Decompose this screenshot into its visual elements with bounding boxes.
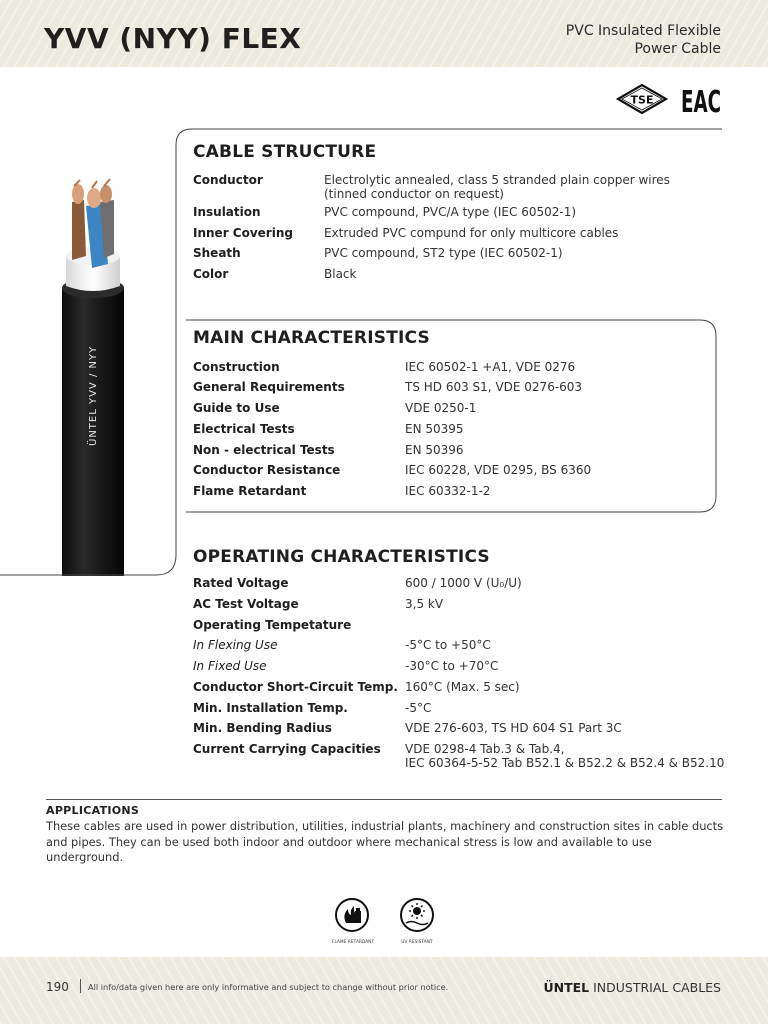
- operating-characteristic-label: In Flexing Use: [193, 638, 278, 652]
- main-characteristic-value: IEC 60332-1-2: [405, 484, 491, 498]
- operating-characteristic-value: -5°C to +50°C: [405, 638, 491, 652]
- flame-retardant-badge: [332, 897, 375, 944]
- operating-characteristic-label: In Fixed Use: [193, 659, 267, 673]
- operating-characteristic-value: 160°C (Max. 5 sec): [405, 680, 520, 694]
- tse-logo-text: TSE: [630, 93, 654, 107]
- applications-title: APPLICATIONS: [46, 804, 140, 817]
- operating-characteristic-value: -30°C to +70°C: [405, 659, 499, 673]
- operating-characteristic-label: Current Carrying Capacities: [193, 742, 381, 756]
- main-characteristic-label: Conductor Resistance: [193, 463, 341, 477]
- cable-structure-value-continued: (tinned conductor on request): [324, 187, 504, 201]
- flame-retardant-label: FLAME RETARDANT: [332, 939, 375, 944]
- main-characteristic-value: EN 50396: [405, 443, 464, 457]
- product-title: YVV (NYY) FLEX: [44, 22, 302, 55]
- operating-characteristic-value: VDE 276-603, TS HD 604 S1 Part 3C: [405, 721, 622, 735]
- main-characteristic-label: Electrical Tests: [193, 422, 295, 436]
- operating-characteristic-value: -5°C: [405, 701, 432, 715]
- cable-structure-value: PVC compound, ST2 type (IEC 60502-1): [324, 246, 563, 260]
- operating-characteristic-label: Conductor Short-Circuit Temp.: [193, 680, 398, 694]
- cable-structure-value: Extruded PVC compund for only multicore cables: [324, 226, 619, 240]
- cable-print-text: ÜNTEL YVV / NYY: [88, 345, 99, 446]
- main-characteristic-value: TS HD 603 S1, VDE 0276-603: [405, 380, 583, 394]
- operating-characteristic-label: Rated Voltage: [193, 576, 289, 590]
- applications-divider: [46, 799, 722, 800]
- page-footer: [0, 957, 768, 1024]
- footer-brand: [543, 980, 721, 995]
- cable-structure-value: Black: [324, 267, 357, 281]
- operating-characteristics-title: OPERATING CHARACTERISTICS: [193, 547, 490, 567]
- main-characteristic-label: Non - electrical Tests: [193, 443, 335, 457]
- subtitle-line-2: Power Cable: [634, 41, 721, 57]
- main-characteristic-value: EN 50395: [405, 422, 464, 436]
- cable-structure-value: PVC compound, PVC/A type (IEC 60502-1): [324, 205, 577, 219]
- tse-logo-icon: [614, 81, 670, 117]
- main-characteristic-label: Flame Retardant: [193, 484, 307, 498]
- main-characteristic-value: IEC 60228, VDE 0295, BS 6360: [405, 463, 592, 477]
- footer-brand-tagline: INDUSTRIAL CABLES: [589, 980, 721, 995]
- cable-structure-label: Color: [193, 267, 229, 281]
- cable-structure-label: Conductor: [193, 173, 263, 187]
- eac-logo-text: EAC: [681, 85, 721, 120]
- cable-structure-label: Sheath: [193, 246, 241, 260]
- operating-characteristic-value: 600 / 1000 V (U₀/U): [405, 576, 522, 590]
- page-header: [0, 0, 768, 67]
- operating-characteristic-value: 3,5 kV: [405, 597, 444, 611]
- uv-resistant-label: UV RESISTANT: [401, 939, 433, 944]
- operating-characteristic-value: VDE 0298-4 Tab.3 & Tab.4,: [405, 742, 565, 756]
- main-characteristic-label: General Requirements: [193, 380, 345, 394]
- operating-characteristic-label: Min. Bending Radius: [193, 721, 332, 735]
- eac-logo-icon: [680, 81, 722, 120]
- operating-characteristic-value-continued: IEC 60364-5-52 Tab B52.1 & B52.2 & B52.4 & B52.10: [405, 756, 725, 770]
- flame-retardant-icon: [332, 897, 372, 933]
- applications-text: These cables are used in power distribution, utilities, industrial plants, machinery and construction sites in cable ducts and pipes. They can be used both indoor and outdoor where mechanical stress is low and available to use underground.: [46, 819, 724, 864]
- main-characteristic-value: IEC 60502-1 +A1, VDE 0276: [405, 360, 576, 374]
- main-characteristic-label: Guide to Use: [193, 401, 280, 415]
- page-number: 190: [46, 980, 69, 994]
- cable-structure-value: Electrolytic annealed, class 5 stranded plain copper wires: [324, 173, 670, 187]
- main-characteristic-value: VDE 0250-1: [405, 401, 477, 415]
- footer-brand-name: ÜNTEL: [543, 980, 590, 995]
- product-subtitle: [501, 22, 721, 58]
- cable-structure-label: Inner Covering: [193, 226, 293, 240]
- cable-structure-label: Insulation: [193, 205, 261, 219]
- cable-structure-title: CABLE STRUCTURE: [193, 142, 377, 162]
- footer-separator: [80, 979, 81, 993]
- operating-characteristic-label: Operating Tempetature: [193, 618, 352, 632]
- main-characteristics-title: MAIN CHARACTERISTICS: [193, 328, 430, 348]
- subtitle-line-1: PVC Insulated Flexible: [565, 23, 721, 39]
- main-characteristic-label: Construction: [193, 360, 280, 374]
- footer-disclaimer: All info/data given here are only informative and subject to change without prior notice.: [88, 982, 449, 992]
- uv-resistant-badge: [397, 897, 437, 944]
- operating-characteristic-label: AC Test Voltage: [193, 597, 299, 611]
- uv-resistant-icon: [397, 897, 437, 933]
- operating-characteristic-label: Min. Installation Temp.: [193, 701, 348, 715]
